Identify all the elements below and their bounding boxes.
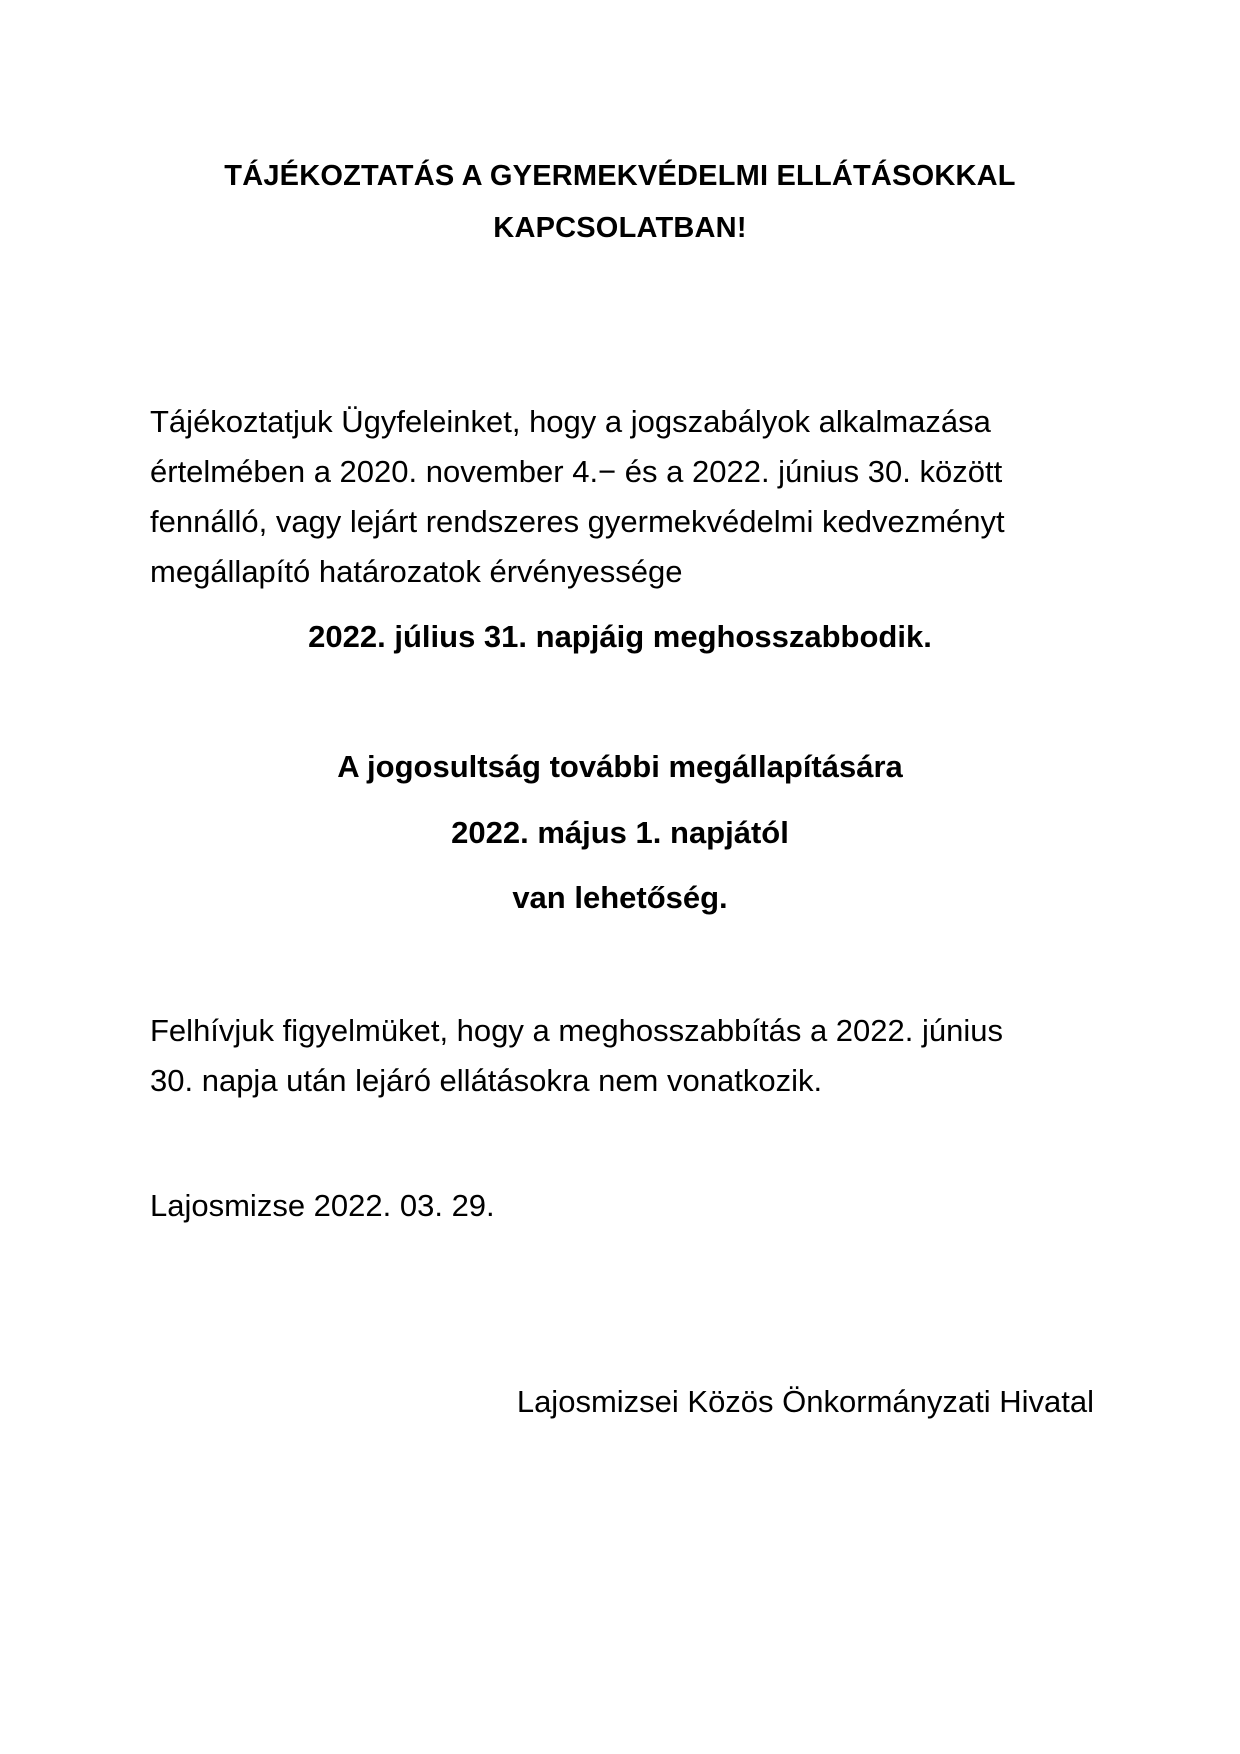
intro-line: értelmében a 2020. november 4.− és a 2022. június 30. között	[150, 454, 1003, 489]
intro-line: fennálló, vagy lejárt rendszeres gyermekvédelmi kedvezményt	[150, 504, 1005, 539]
place-date: Lajosmizse 2022. 03. 29.	[150, 1188, 495, 1223]
notice-line: Felhívjuk figyelmüket, hogy a meghosszabbítás a 2022. június	[150, 1013, 1003, 1048]
title-line-1: TÁJÉKOZTATÁS A GYERMEKVÉDELMI ELLÁTÁSOKKAL	[224, 160, 1016, 192]
notice-line: 30. napja után lejáró ellátásokra nem vonatkozik.	[150, 1063, 823, 1098]
eligibility-line-1: A jogosultság további megállapítására	[337, 749, 903, 784]
extension-highlight: 2022. július 31. napjáig meghosszabbodik.	[308, 619, 932, 654]
intro-line: megállapító határozatok érvényessége	[150, 554, 683, 589]
intro-paragraph	[150, 397, 1094, 597]
signature: Lajosmizsei Közös Önkormányzati Hivatal	[516, 1384, 1094, 1419]
eligibility-line-2: 2022. május 1. napjától	[451, 815, 789, 850]
intro-line: Tájékoztatjuk Ügyfeleinket, hogy a jogszabályok alkalmazása	[150, 404, 991, 439]
document-title	[150, 150, 1090, 254]
notice-paragraph	[150, 1006, 1094, 1106]
title-line-2: KAPCSOLATBAN!	[493, 212, 747, 244]
eligibility-line-3: van lehetőség.	[512, 880, 728, 915]
